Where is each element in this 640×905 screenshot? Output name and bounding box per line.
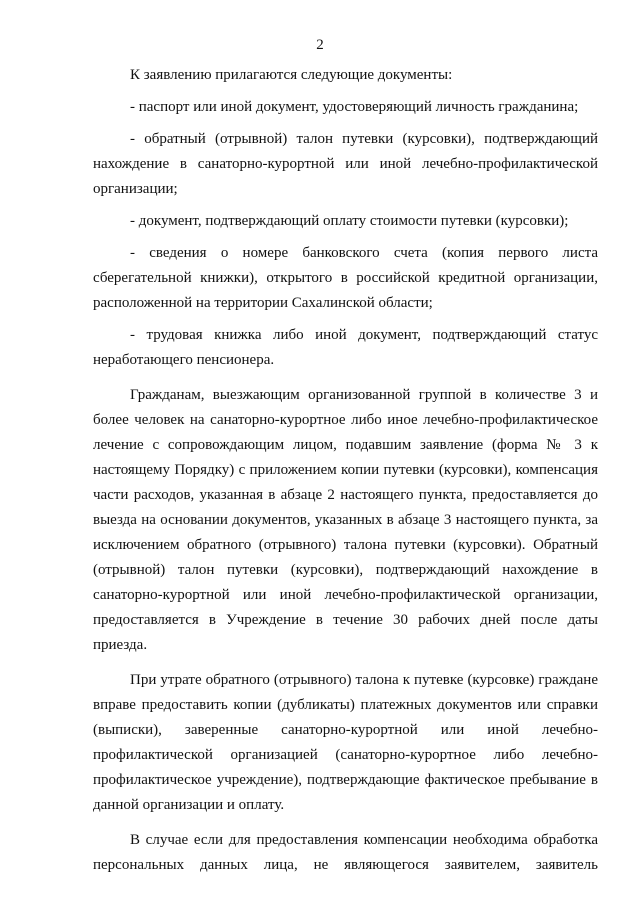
paragraph-personal-data: В случае если для предоставления компенсации необходима обработка персональных данных лица, не являющегося заявителем, заявитель (93, 832, 598, 873)
list-item-bank-account: - сведения о номере банковского счета (копия первого листа сберегательной книжки), открытого в российской кредитной организации, расположенной на территории Сахалинской области; (93, 245, 598, 311)
paragraph-attachments-intro: К заявлению прилагаются следующие документы: (130, 67, 453, 83)
list-item-payment-document: - документ, подтверждающий оплату стоимости путевки (курсовки); (130, 213, 569, 229)
list-item-passport: - паспорт или иной документ, удостоверяющий личность гражданина; (130, 99, 579, 115)
document-body (93, 63, 598, 878)
paragraph-organized-group: Гражданам, выезжающим организованной группой в количестве 3 и более человек на санаторно-курортное либо иное лечебно-профилактическое лечение с сопровождающим лицом, подавшим заявление (форма № 3 к настоящему Порядку) с приложением копии путевки (курсовки), компенсация части расходов, указанная в абзаце 2 настоящего пункта, предоставляется до выезда на основании документов, указанных в абзаце 3 настоящего пункта, за исключением обратного (отрывного) талона путевки (курсовки). Обратный (отрывной) талон путевки (курсовки), подтверждающий нахождение в санаторно-курортной или иной лечебно-профилактической организации, предоставляется в Учреждение в течение 30 рабочих дней после даты приезда. (93, 387, 598, 653)
list-item-employment-record: - трудовая книжка либо иной документ, подтверждающий статус неработающего пенсионера. (93, 327, 598, 368)
page-number: 2 (316, 37, 324, 53)
list-item-return-coupon: - обратный (отрывной) талон путевки (курсовки), подтверждающий нахождение в санаторно-курортной или иной лечебно-профилактической организации; (93, 131, 598, 197)
paragraph-lost-coupon: При утрате обратного (отрывного) талона к путевке (курсовке) граждане вправе предоставить копии (дубликаты) платежных документов или справки (выписки), заверенные санаторно-курортной или иной лечебно-профилактической организацией (санаторно-курортное либо лечебно-профилактическое учреждение), подтверждающие фактическое пребывание в данной организации и оплату. (93, 672, 598, 813)
